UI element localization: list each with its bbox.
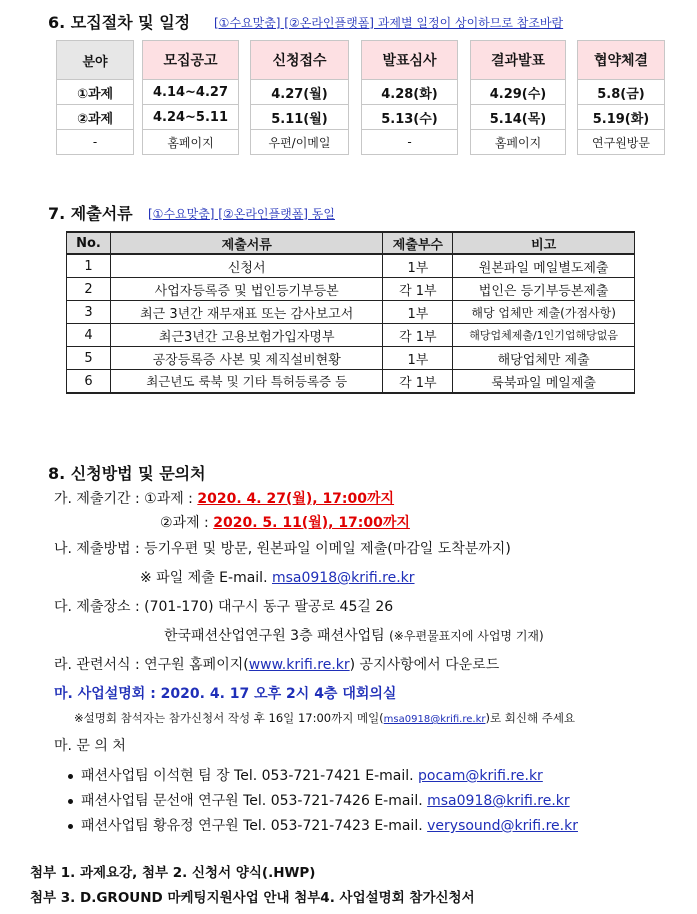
schedule-cell: 4.28(화) xyxy=(362,80,457,105)
table-row xyxy=(67,301,635,324)
place-office: 한국패션산업연구원 3층 패션사업팀 xyxy=(164,628,385,644)
schedule-header: 협약체결 xyxy=(578,41,664,80)
schedule-cell: 5.13(수) xyxy=(362,105,457,130)
schedule-header: 모집공고 xyxy=(143,41,238,80)
period-line-2 xyxy=(160,512,410,532)
contact-item xyxy=(68,765,543,785)
row-document: 최근3년간 고용보험가입자명부 xyxy=(110,324,382,347)
row-remarks: 법인은 등기부등본제출 xyxy=(453,278,635,301)
row-no: 6 xyxy=(67,370,111,394)
schedule-cell: 홈페이지 xyxy=(167,135,214,150)
contact-item xyxy=(68,815,578,835)
contact-email-link[interactable]: verysound@krifi.re.kr xyxy=(427,818,578,834)
row-document: 사업자등록증 및 법인등기부등본 xyxy=(110,278,382,301)
header-document: 제출서류 xyxy=(110,232,382,254)
schedule-col-receipt xyxy=(250,40,349,155)
schedule-header: 발표심사 xyxy=(362,41,457,80)
schedule-cell: ①과제 xyxy=(57,80,133,105)
schedule-header: 결과발표 xyxy=(471,41,565,80)
schedule-cell: 연구원방문 xyxy=(592,135,650,150)
section8-title: 8. 신청방법 및 문의처 xyxy=(48,464,206,483)
place-line-2 xyxy=(164,625,544,645)
row-document: 최근년도 룩북 및 기타 특허등록증 등 xyxy=(110,370,382,394)
attachments-line-1: 첨부 1. 과제요강, 첨부 2. 신청서 양식(.HWP) xyxy=(30,865,316,881)
row-copies: 1부 xyxy=(383,254,453,278)
schedule-col-contract xyxy=(577,40,665,155)
schedule-cell: 5.14(목) xyxy=(471,105,565,130)
header-no: No. xyxy=(67,232,111,254)
section7-title: 7. 제출서류 xyxy=(48,204,133,223)
period-label-2: ②과제 : xyxy=(160,515,209,531)
briefing-note-pre: ※설명회 참석자는 참가신청서 작성 후 16일 17:00까지 메일( xyxy=(74,711,384,725)
place-note: (※우편물표지에 사업명 기재) xyxy=(389,629,544,643)
attachments-line-2: 첨부 3. D.GROUND 마케팅지원사업 안내 첨부4. 사업설명회 참가신청서 xyxy=(30,890,475,906)
row-remarks: 해당 업체만 제출(가점사항) xyxy=(453,301,635,324)
row-no: 3 xyxy=(67,301,111,324)
row-remarks: 해당업체만 제출 xyxy=(453,347,635,370)
schedule-col-notice xyxy=(142,40,239,155)
row-no: 1 xyxy=(67,254,111,278)
row-copies: 각 1부 xyxy=(383,370,453,394)
contact-email-link[interactable]: pocam@krifi.re.kr xyxy=(418,768,543,784)
schedule-cell: 5.11(월) xyxy=(251,105,348,130)
briefing-email-link[interactable]: msa0918@krifi.re.kr xyxy=(383,714,486,725)
forms-post: ) 공지사항에서 다운로드 xyxy=(349,657,500,673)
row-document: 신청서 xyxy=(110,254,382,278)
schedule-col-review xyxy=(361,40,458,155)
period-deadline-2: 2020. 5. 11(월), 17:00까지 xyxy=(213,515,410,531)
row-no: 5 xyxy=(67,347,111,370)
contact-email-link[interactable]: msa0918@krifi.re.kr xyxy=(427,793,570,809)
table-row xyxy=(67,347,635,370)
schedule-cell: 홈페이지 xyxy=(494,135,542,150)
row-no: 2 xyxy=(67,278,111,301)
schedule-col-field xyxy=(56,40,134,155)
contact-text: 패션사업팀 황유정 연구원 Tel. 053-721-7423 E-mail. xyxy=(81,818,423,834)
table-header-row xyxy=(67,232,635,254)
schedule-cell: 5.19(화) xyxy=(578,105,664,130)
period-line-1 xyxy=(54,488,394,508)
email-line xyxy=(140,567,415,587)
bullet-icon xyxy=(68,824,73,829)
row-remarks: 룩북파일 메일제출 xyxy=(453,370,635,394)
schedule-cell: 4.29(수) xyxy=(471,80,565,105)
schedule-cell: ②과제 xyxy=(57,105,133,130)
table-row xyxy=(67,278,635,301)
schedule-header: 분야 xyxy=(57,41,133,80)
row-remarks: 원본파일 메일별도제출 xyxy=(453,254,635,278)
schedule-cell: 4.24~5.11 xyxy=(143,105,238,130)
place-line: 다. 제출장소 : (701-170) 대구시 동구 팔공로 45길 26 xyxy=(54,599,394,615)
row-copies: 1부 xyxy=(383,301,453,324)
schedule-cell: 우편/이메일 xyxy=(268,135,331,150)
schedule-header: 신청접수 xyxy=(251,41,348,80)
header-remarks: 비고 xyxy=(453,232,635,254)
section7-note: [①수요맞춤] [②온라인플랫폼] 동일 xyxy=(148,207,335,221)
schedule-cell: - xyxy=(92,135,98,149)
schedule-cell: 5.8(금) xyxy=(578,80,664,105)
forms-pre: 라. 관련서식 : 연구원 홈페이지( xyxy=(54,657,249,673)
table-row xyxy=(67,254,635,278)
forms-line xyxy=(54,654,499,674)
row-copies: 각 1부 xyxy=(383,324,453,347)
contact-title: 마. 문 의 처 xyxy=(54,738,126,754)
bullet-icon xyxy=(68,774,73,779)
bullet-icon xyxy=(68,799,73,804)
row-remarks: 해당업체제출/1인기업해당없음 xyxy=(453,324,635,347)
row-document: 최근 3년간 재무재표 또는 감사보고서 xyxy=(110,301,382,324)
period-deadline-1: 2020. 4. 27(월), 17:00까지 xyxy=(197,491,395,507)
submission-email-link[interactable]: msa0918@krifi.re.kr xyxy=(271,570,415,586)
period-label: 가. 제출기간 : ①과제 : xyxy=(54,491,193,507)
contact-text: 패션사업팀 이석현 팀 장 Tel. 053-721-7421 E-mail. xyxy=(81,768,414,784)
section6-title: 6. 모집절차 및 일정 xyxy=(48,13,191,32)
schedule-cell: 4.14~4.27 xyxy=(143,80,238,105)
header-copies: 제출부수 xyxy=(383,232,453,254)
schedule-cell: 4.27(월) xyxy=(251,80,348,105)
email-note: ※ 파일 제출 E-mail. xyxy=(140,570,268,586)
briefing-note-post: )로 회신해 주세요 xyxy=(485,711,576,725)
row-copies: 각 1부 xyxy=(383,278,453,301)
contact-item xyxy=(68,790,570,810)
schedule-cell: - xyxy=(407,135,412,149)
section6-note: [①수요맞춤] [②온라인플랫폼] 과제별 일정이 상이하므로 참조바람 xyxy=(214,16,564,30)
row-document: 공장등록증 사본 및 제직설비현황 xyxy=(110,347,382,370)
table-row xyxy=(67,324,635,347)
method-line: 나. 제출방법 : 등기우편 및 방문, 원본파일 이메일 제출(마감일 도착분까지) xyxy=(54,541,511,557)
schedule-col-result xyxy=(470,40,566,155)
homepage-link[interactable]: www.krifi.re.kr xyxy=(248,657,350,673)
documents-table xyxy=(66,231,635,394)
row-copies: 1부 xyxy=(383,347,453,370)
row-no: 4 xyxy=(67,324,111,347)
table-row xyxy=(67,370,635,394)
contact-text: 패션사업팀 문선애 연구원 Tel. 053-721-7426 E-mail. xyxy=(81,793,423,809)
briefing-note xyxy=(74,710,575,726)
briefing-line: 마. 사업설명회 : 2020. 4. 17 오후 2시 4층 대회의실 xyxy=(54,686,397,702)
